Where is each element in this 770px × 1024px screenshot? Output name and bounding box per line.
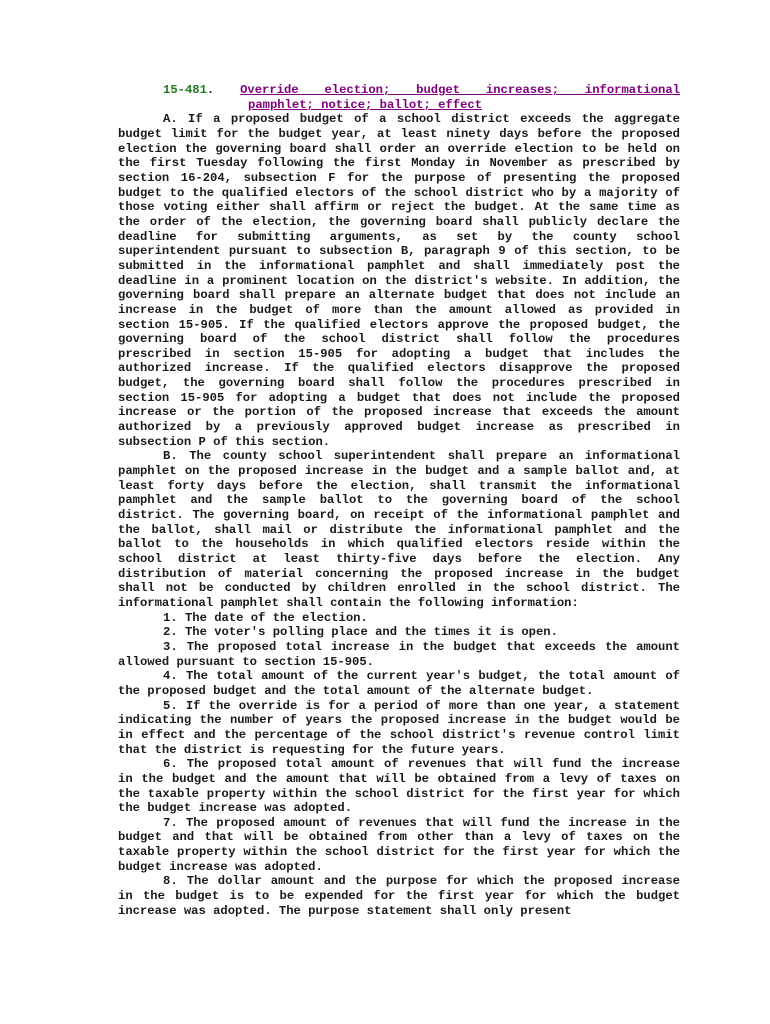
paragraph-item-6: 6. The proposed total amount of revenues that will fund the increase in the budget and the amount that will be obtained from a levy of taxes on the taxable property within the school district for the first year for which the budget increase was adopted.	[118, 757, 680, 816]
paragraph-item-7: 7. The proposed amount of revenues that will fund the increase in the budget and that will be obtained from other than a levy of taxes on the taxable property within the school district for the first year for which the budget increase was adopted.	[118, 815, 680, 874]
paragraph-item-8: 8. The dollar amount and the purpose for which the proposed increase in the budget is to be expended for the first year for which the budget increase was adopted. The purpose statement shall only present	[118, 874, 680, 918]
paragraph-item-1: 1. The date of the election.	[163, 610, 368, 625]
statute-page	[118, 83, 680, 918]
paragraph-subsection-a: A. If a proposed budget of a school district exceeds the aggregate budget limit for the budget year, at least ninety days before the proposed election the governing board shall order an override election to be held on the first Tuesday following the first Monday in November as prescribed by section 16-204, subsection F for the purpose of presenting the proposed budget to the qualified electors of the school district who by a majority of those voting either shall affirm or reject the budget. At the same time as the order of the election, the governing board shall publicly declare the deadline for submitting arguments, as set by the county school superintendent pursuant to subsection B, paragraph 9 of this section, to be submitted in the informational pamphlet and shall immediately post the deadline in a prominent location on the district's website. In addition, the governing board shall prepare an alternate budget that does not include an increase in the budget of more than the amount allowed as provided in section 15-905. If the qualified electors approve the proposed budget, the governing board of the school district shall follow the procedures prescribed in section 15-905 for adopting a budget that includes the authorized increase. If the qualified electors disapprove the proposed budget, the governing board shall follow the procedures prescribed in section 15-905 for adopting a budget that does not include the proposed increase or the portion of the proposed increase that exceeds the amount authorized by a previously approved budget increase as prescribed in subsection P of this section.	[118, 112, 680, 449]
paragraph-item-3: 3. The proposed total increase in the budget that exceeds the amount allowed pursuant to section 15-905.	[118, 639, 680, 669]
section-heading-continued	[118, 98, 680, 113]
paragraph-item-4: 4. The total amount of the current year's budget, the total amount of the proposed budget and the total amount of the alternate budget.	[118, 669, 680, 698]
section-title-link-continued[interactable]: pamphlet; notice; ballot; effect	[248, 97, 483, 112]
section-heading: 15-481. Override election; budget increases; informational	[163, 83, 680, 97]
paragraph-item-2: 2. The voter's polling place and the times it is open.	[163, 625, 558, 640]
section-title-link[interactable]: Override election; budget increases; informational	[240, 83, 680, 97]
paragraph-subsection-b: B. The county school superintendent shall prepare an informational pamphlet on the proposed increase in the budget and a sample ballot and, at least forty days before the election, shall transmit the informational pamphlet and the sample ballot to the governing board of the school district. The governing board, on receipt of the informational pamphlet and the ballot, shall mail or distribute the informational pamphlet and the ballot to the households in which qualified electors reside within the school district at least thirty-five days before the election. Any distribution of material concerning the proposed increase in the budget shall not be conducted by children enrolled in the school district. The informational pamphlet shall contain the following information:	[118, 449, 680, 610]
section-number: 15-481	[163, 83, 207, 97]
paragraph-item-5: 5. If the override is for a period of more than one year, a statement indicating the number of years the proposed increase in the budget would be in effect and the percentage of the school district's revenue control limit that the district is requesting for the future years.	[118, 698, 680, 757]
